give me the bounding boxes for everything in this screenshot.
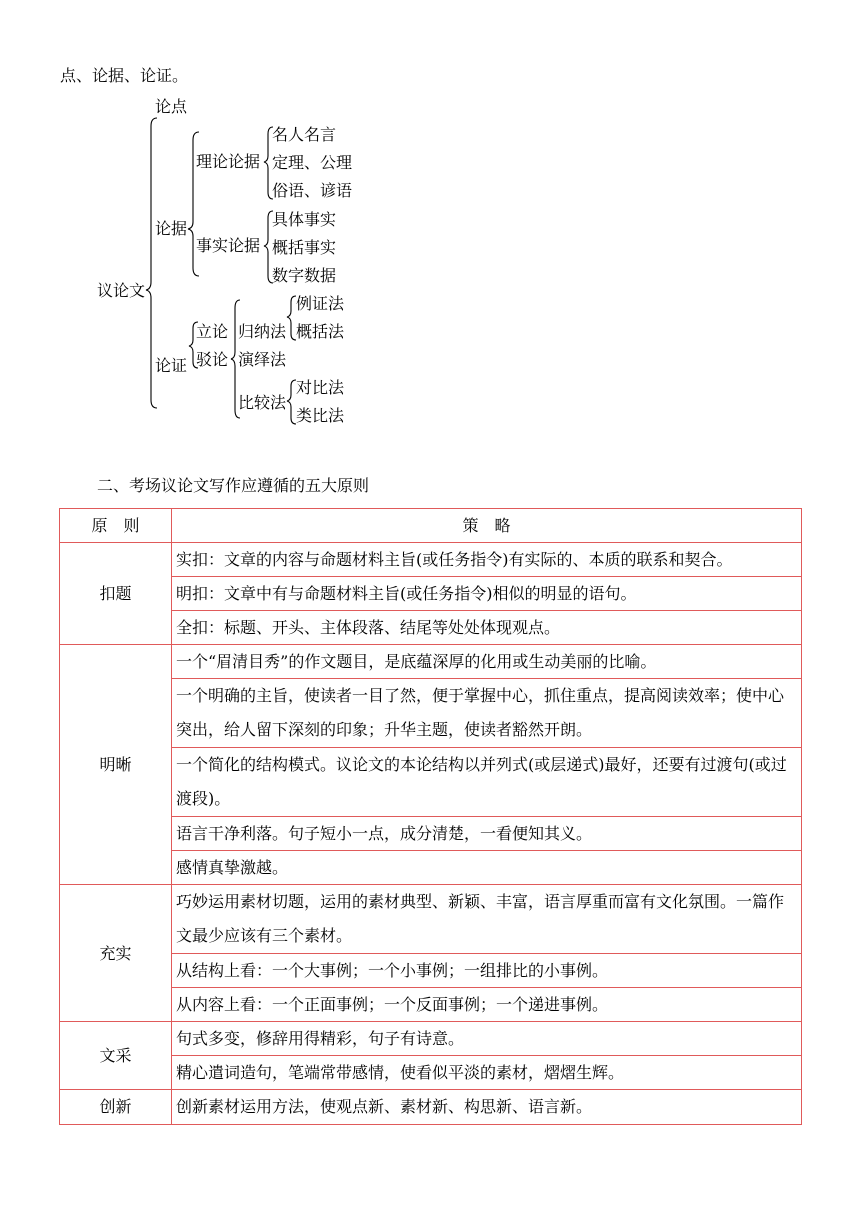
table-row: [60, 1090, 802, 1125]
tree-bolun-method: 驳论: [196, 350, 229, 369]
table-row: [60, 851, 802, 885]
strategy-cell: 全扣：标题、开头、主体段落、结尾等处处体现观点。: [172, 611, 802, 645]
tree-shishi: 事实论据: [196, 236, 261, 255]
tree-lundian: 论点: [155, 97, 188, 116]
tree-lilun: 理论论据: [196, 152, 261, 171]
brace-bijiao: [287, 380, 296, 424]
strategy-cell: 一个简化的结构模式。议论文的本论结构以并列式(或层递式)最好，还要有过渡句(或过渡段)。: [172, 748, 802, 817]
intro-line: 点、论据、论证。: [60, 66, 189, 85]
table-row: [60, 1056, 802, 1090]
tree-shishi-item: 具体事实: [272, 210, 337, 229]
strategy-cell: 语言干净利落。句子短小一点，成分清楚，一看便知其义。: [172, 817, 802, 851]
table-row: [60, 954, 802, 988]
strategy-cell: 从结构上看：一个大事例；一个小事例；一组排比的小事例。: [172, 954, 802, 988]
strategy-cell: 感情真挚激越。: [172, 851, 802, 885]
strategy-cell: 精心遣词造句，笔端常带感情，使看似平淡的素材，熠熠生辉。: [172, 1056, 802, 1090]
table-row: [60, 1022, 802, 1056]
table-row: [60, 679, 802, 748]
strategy-cell: 巧妙运用素材切题，运用的素材典型、新颖、丰富，语言厚重而富有文化氛围。一篇作文最少应该有三个素材。: [172, 885, 802, 954]
strategy-cell: 实扣：文章的内容与命题材料主旨(或任务指令)有实际的、本质的联系和契合。: [172, 543, 802, 577]
principle-cell: 文采: [60, 1022, 172, 1090]
table-row: [60, 988, 802, 1022]
tree-lunzheng: 论证: [155, 356, 188, 375]
tree-lilun-method: 立论: [196, 322, 229, 341]
header-principle: 原 则: [60, 509, 172, 543]
principle-cell: 创新: [60, 1090, 172, 1125]
table-row: [60, 817, 802, 851]
tree-guina-item: 概括法: [296, 322, 345, 341]
tree-shishi-item: 数字数据: [272, 266, 337, 285]
strategy-cell: 明扣：文章中有与命题材料主旨(或任务指令)相似的明显的语句。: [172, 577, 802, 611]
tree-lunju: 论据: [155, 219, 188, 238]
table-row: [60, 645, 802, 679]
tree-shishi-item: 概括事实: [272, 238, 337, 257]
table-header-row: [60, 509, 802, 543]
brace-guina: [287, 296, 296, 340]
strategy-cell: 一个明确的主旨，使读者一目了然，便于掌握中心，抓住重点，提高阅读效率；使中心突出，给人留下深刻的印象；升华主题，使读者豁然开朗。: [172, 679, 802, 748]
strategy-cell: 创新素材运用方法，使观点新、素材新、构思新、语言新。: [172, 1090, 802, 1125]
table-row: [60, 885, 802, 954]
tree-root: 议论文: [97, 281, 146, 300]
tree-guina: 归纳法: [238, 322, 287, 341]
tree-bijiao-item: 对比法: [296, 378, 345, 397]
tree-guina-item: 例证法: [296, 294, 345, 313]
tree-bijiao: 比较法: [238, 393, 287, 412]
table-row: [60, 611, 802, 645]
tree-braces: [0, 0, 860, 440]
tree-yanyi: 演绎法: [238, 350, 287, 369]
table-row: [60, 577, 802, 611]
strategy-cell: 句式多变，修辞用得精彩，句子有诗意。: [172, 1022, 802, 1056]
principle-cell: 充实: [60, 885, 172, 1022]
header-strategy: 策 略: [172, 509, 802, 543]
principle-cell: 明晰: [60, 645, 172, 885]
table-row: [60, 543, 802, 577]
tree-bijiao-item: 类比法: [296, 406, 345, 425]
table-row: [60, 748, 802, 817]
principles-table: [59, 508, 802, 1125]
tree-lilun-item: 俗语、谚语: [272, 181, 353, 200]
strategy-cell: 从内容上看：一个正面事例；一个反面事例；一个递进事例。: [172, 988, 802, 1022]
tree-lilun-item: 定理、公理: [272, 153, 353, 172]
tree-lilun-item: 名人名言: [272, 125, 337, 144]
section-title: 二、考场议论文写作应遵循的五大原则: [97, 476, 370, 495]
principle-cell: 扣题: [60, 543, 172, 645]
strategy-cell: 一个“眉清目秀”的作文题目，是底蕴深厚的化用或生动美丽的比喻。: [172, 645, 802, 679]
